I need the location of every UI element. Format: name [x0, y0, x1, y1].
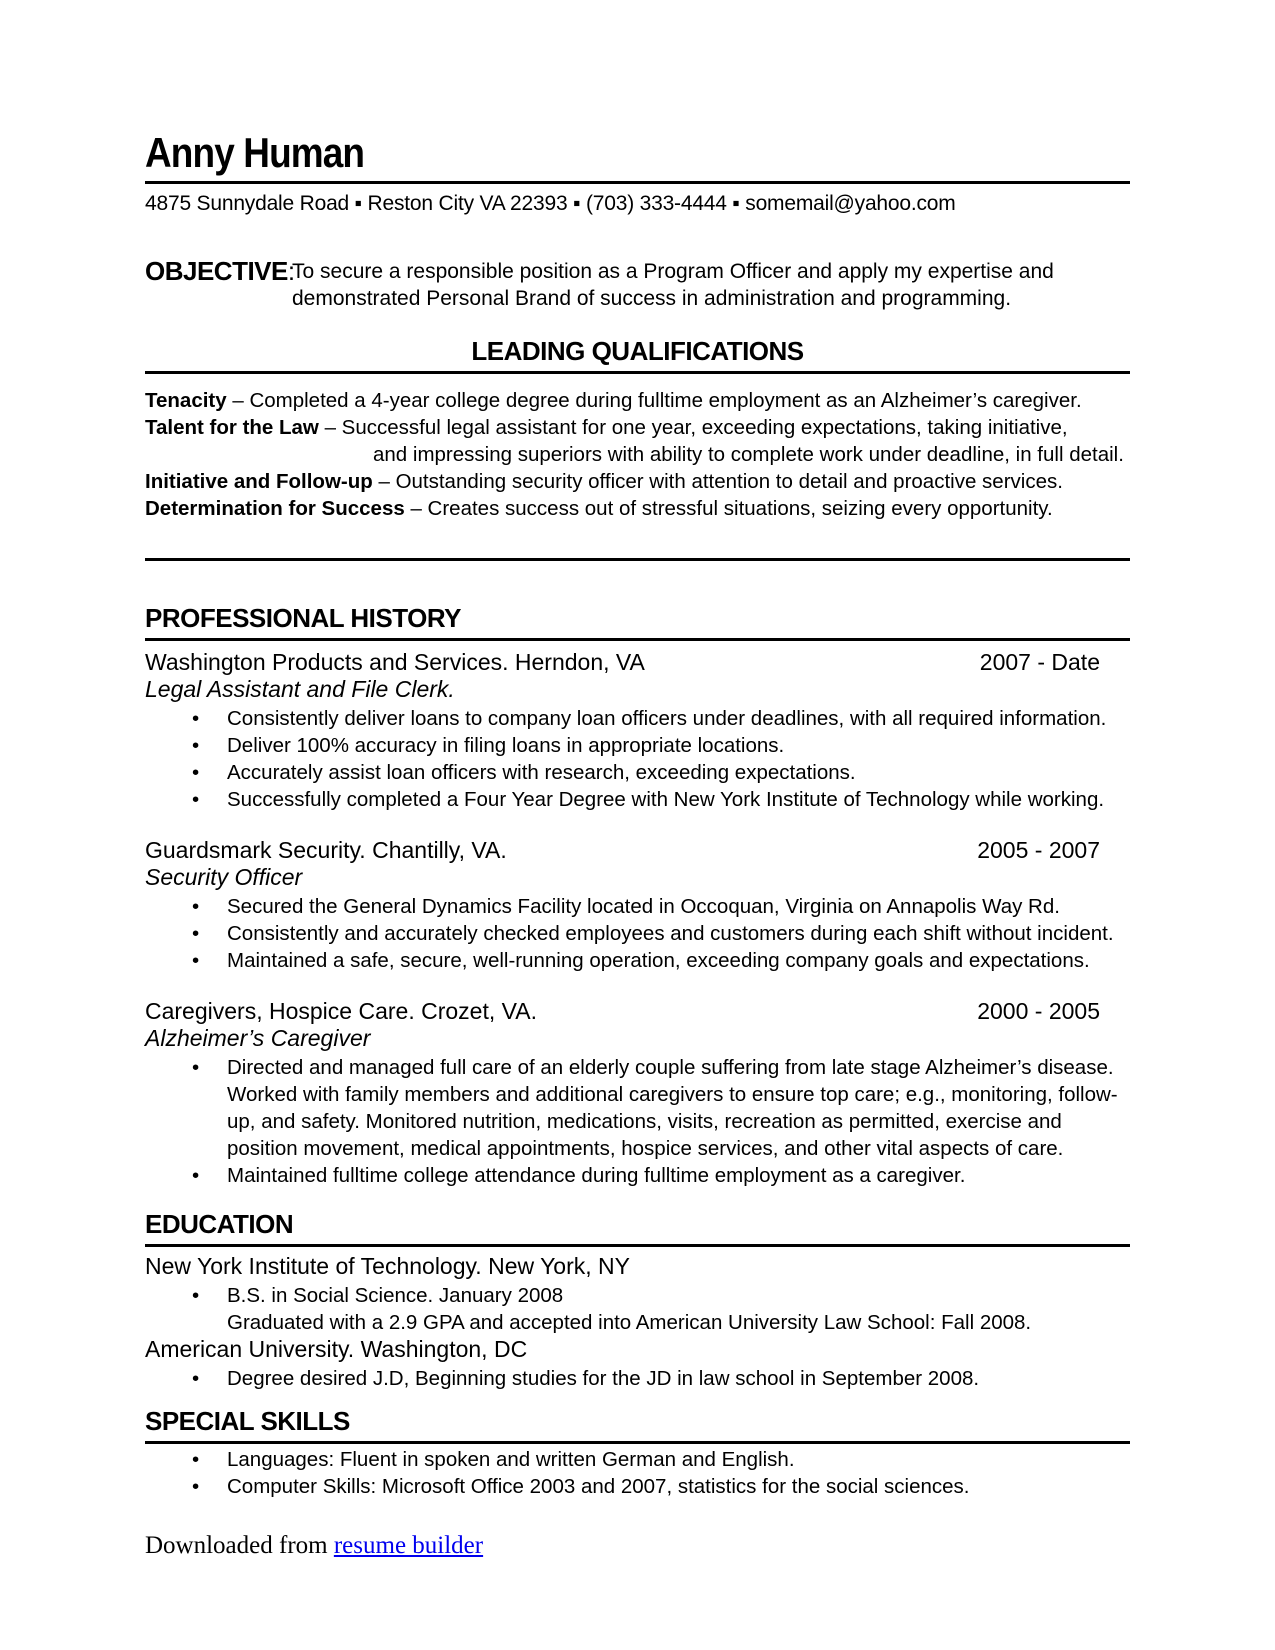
- education-note: Graduated with a 2.9 GPA and accepted into American University Law School: Fall 2008.: [227, 1311, 1032, 1334]
- contact-line: 4875 Sunnydale Road ▪ Reston City VA 22393 ▪ (703) 333-4444 ▪ somemail@yahoo.com: [145, 192, 956, 215]
- education-heading: EDUCATION: [145, 1209, 1130, 1247]
- job-bullets: [145, 893, 1130, 974]
- bullet-item: • Directed and managed full care of an elderly couple suffering from late stage Alzheimer’s disease. Worked with family members and additional caregivers to ensure top care; e.g., monitoring, follow-up, and safety. Monitored nutrition, medications, visits, recreation as permitted, exercise and position movement, medical appointments, hospice services, and other vital aspects of care.: [145, 1054, 1130, 1162]
- company-name: Washington Products and Services. Herndon, VA: [145, 649, 645, 675]
- job-title: Alzheimer’s Caregiver: [145, 1025, 371, 1051]
- school-name: New York Institute of Technology. New York, NY: [145, 1253, 630, 1279]
- bullet-item: • Maintained fulltime college attendance during fulltime employment as a caregiver.: [145, 1162, 1130, 1189]
- education-bullet: • Degree desired J.D, Beginning studies for the JD in law school in September 2008.: [145, 1365, 1130, 1392]
- objective-line: demonstrated Personal Brand of success in administration and programming.: [292, 287, 1012, 310]
- qualification-label: Determination for Success: [145, 497, 405, 520]
- job-header: [145, 998, 1130, 1025]
- job-dates: 2005 - 2007: [977, 837, 1100, 863]
- qualification-item: [145, 468, 1130, 495]
- skills-list: [145, 1446, 1130, 1500]
- education-section: [145, 1253, 1130, 1392]
- skill-item: • Languages: Fluent in spoken and written German and English.: [145, 1446, 1130, 1473]
- qualification-label: Initiative and Follow-up: [145, 470, 373, 493]
- job-header: [145, 649, 1130, 676]
- candidate-name: [145, 129, 1130, 184]
- history-heading: PROFESSIONAL HISTORY: [145, 603, 1130, 641]
- objective-text: [292, 258, 1054, 312]
- job-title: Legal Assistant and File Clerk.: [145, 676, 455, 702]
- qualification-item: [145, 387, 1130, 414]
- qualification-text: – Completed a 4-year college degree during fulltime employment as an Alzheimer’s caregiver.: [226, 389, 1082, 412]
- education-bullet: • B.S. in Social Science. January 2008: [145, 1282, 1130, 1309]
- job-block: [145, 998, 1130, 1189]
- qualification-text: – Successful legal assistant for one year, exceeding expectations, taking initiative,: [318, 416, 1068, 439]
- qualification-label: Talent for the Law: [145, 416, 319, 439]
- job-title: Security Officer: [145, 864, 303, 890]
- bullet-item: • Consistently and accurately checked employees and customers during each shift without incident.: [145, 920, 1130, 947]
- qualification-label: Tenacity: [145, 389, 227, 412]
- qualification-text: – Creates success out of stressful situations, seizing every opportunity.: [404, 497, 1053, 520]
- skills-heading: SPECIAL SKILLS: [145, 1406, 1130, 1444]
- resume-builder-link[interactable]: resume builder: [333, 1532, 484, 1559]
- job-header: [145, 837, 1130, 864]
- qualification-item: [145, 414, 1130, 468]
- qualification-text-continued: and impressing superiors with ability to complete work under deadline, in full detail.: [373, 443, 1124, 466]
- objective-label-text: OBJECTIVE: [145, 256, 288, 286]
- bullet-item: • Secured the General Dynamics Facility located in Occoquan, Virginia on Annapolis Way Rd.: [145, 893, 1130, 920]
- job-bullets: [145, 1054, 1130, 1189]
- footer-text: [145, 1532, 1130, 1560]
- education-bullets: [145, 1365, 1130, 1392]
- objective-line: To secure a responsible position as a Program Officer and apply my expertise and: [292, 260, 1054, 283]
- skill-item: • Computer Skills: Microsoft Office 2003 and 2007, statistics for the social sciences.: [145, 1473, 1130, 1500]
- qualifications-list: [145, 387, 1130, 522]
- company-name: Guardsmark Security. Chantilly, VA.: [145, 837, 507, 863]
- bullet-item: • Consistently deliver loans to company loan officers under deadlines, with all required information.: [145, 705, 1130, 732]
- education-bullets: [145, 1282, 1130, 1309]
- job-dates: 2000 - 2005: [977, 998, 1100, 1024]
- objective-colon: :: [287, 256, 295, 286]
- job-dates: 2007 - Date: [979, 649, 1100, 675]
- bullet-item: • Successfully completed a Four Year Degree with New York Institute of Technology while working.: [145, 786, 1130, 813]
- bullet-item: • Maintained a safe, secure, well-running operation, exceeding company goals and expectations.: [145, 947, 1130, 974]
- school-name: American University. Washington, DC: [145, 1336, 528, 1362]
- company-name: Caregivers, Hospice Care. Crozet, VA.: [145, 998, 537, 1024]
- footer-prefix: Downloaded from: [145, 1532, 334, 1559]
- section-divider-rule: [145, 558, 1130, 561]
- job-block: [145, 649, 1130, 813]
- qualification-item: [145, 495, 1130, 522]
- objective-section: [145, 258, 1130, 312]
- qualifications-heading: LEADING QUALIFICATIONS: [145, 336, 1130, 374]
- objective-label: [145, 256, 295, 312]
- candidate-name-text: Anny Human: [145, 129, 365, 176]
- qualification-text: – Outstanding security officer with attention to detail and proactive services.: [372, 470, 1063, 493]
- bullet-item: • Deliver 100% accuracy in filing loans in appropriate locations.: [145, 732, 1130, 759]
- job-block: [145, 837, 1130, 974]
- job-bullets: [145, 705, 1130, 813]
- bullet-item: • Accurately assist loan officers with research, exceeding expectations.: [145, 759, 1130, 786]
